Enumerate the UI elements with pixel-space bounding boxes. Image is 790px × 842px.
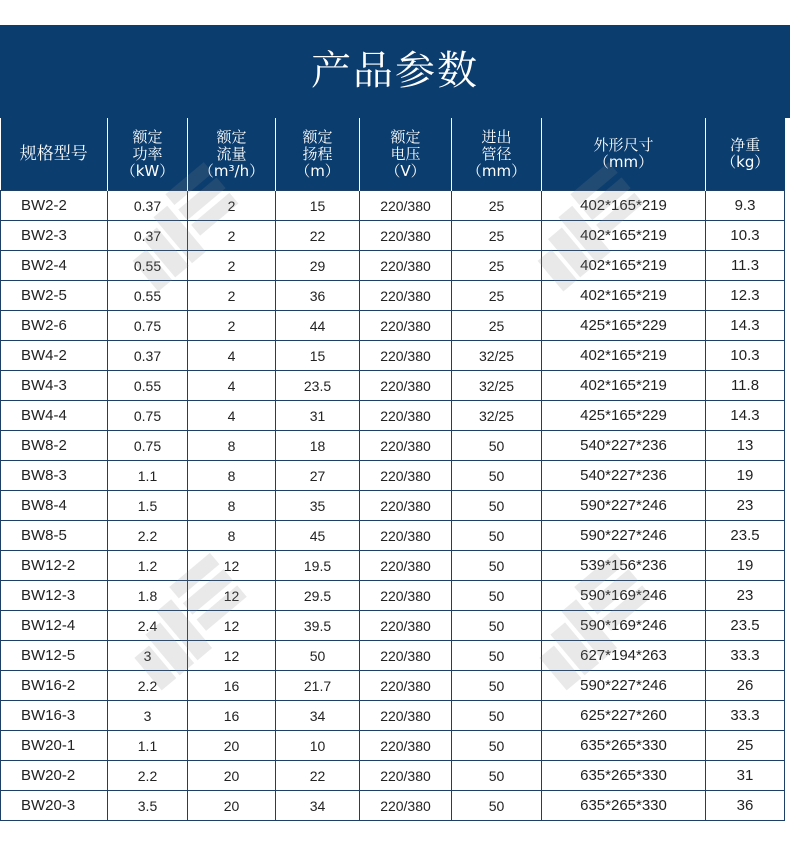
table-cell: 220/380 [360, 581, 452, 611]
table-cell: 23 [706, 491, 785, 521]
table-cell: 39.5 [276, 611, 360, 641]
table-cell: 635*265*330 [542, 731, 706, 761]
table-cell: 220/380 [360, 431, 452, 461]
column-header-line: 额定 [216, 127, 247, 146]
table-cell: 25 [452, 281, 542, 311]
table-row [1, 401, 785, 431]
table-row [1, 251, 785, 281]
table-cell: 402*165*219 [542, 251, 706, 281]
table-row [1, 371, 785, 401]
table-cell: 50 [452, 671, 542, 701]
table-cell: 21.7 [276, 671, 360, 701]
table-cell: 220/380 [360, 731, 452, 761]
table-cell: 11.3 [706, 251, 785, 281]
table-cell: 36 [276, 281, 360, 311]
table-cell: 1.1 [108, 461, 188, 491]
table-cell: 33.3 [706, 701, 785, 731]
table-cell: BW8-2 [1, 431, 108, 461]
table-cell: 0.55 [108, 251, 188, 281]
table-cell: 0.55 [108, 371, 188, 401]
table-cell: 3 [108, 701, 188, 731]
table-cell: BW4-4 [1, 401, 108, 431]
table-cell: 29.5 [276, 581, 360, 611]
column-header-line: 额定 [302, 127, 333, 146]
table-cell: 220/380 [360, 401, 452, 431]
table-cell: 11.8 [706, 371, 785, 401]
column-header-line: （m） [295, 161, 340, 180]
table-cell: 1.5 [108, 491, 188, 521]
table-cell: 0.75 [108, 311, 188, 341]
column-header-line: 电压 [390, 144, 421, 163]
table-cell: 220/380 [360, 461, 452, 491]
table-cell: 23.5 [706, 521, 785, 551]
table-cell: 34 [276, 701, 360, 731]
table-cell: 625*227*260 [542, 701, 706, 731]
table-cell: 50 [452, 491, 542, 521]
table-row [1, 671, 785, 701]
table-cell: 539*156*236 [542, 551, 706, 581]
table-cell: 0.37 [108, 221, 188, 251]
table-cell: 32/25 [452, 401, 542, 431]
table-cell: 220/380 [360, 791, 452, 821]
column-header [188, 118, 276, 191]
table-cell: 8 [188, 461, 276, 491]
table-row [1, 731, 785, 761]
table-row [1, 281, 785, 311]
table-cell: 4 [188, 371, 276, 401]
table-cell: 32/25 [452, 371, 542, 401]
header-row [1, 118, 785, 191]
table-cell: 50 [452, 521, 542, 551]
table-cell: 25 [452, 251, 542, 281]
column-header-line: （mm） [593, 153, 654, 171]
table-cell: 50 [452, 581, 542, 611]
table-cell: 12 [188, 641, 276, 671]
table-row [1, 221, 785, 251]
table-row [1, 491, 785, 521]
table-cell: BW20-3 [1, 791, 108, 821]
table-cell: 220/380 [360, 221, 452, 251]
table-cell: 50 [452, 701, 542, 731]
table-cell: 31 [276, 401, 360, 431]
table-cell: 635*265*330 [542, 761, 706, 791]
table-cell: 1.8 [108, 581, 188, 611]
table-cell: 27 [276, 461, 360, 491]
table-cell: 220/380 [360, 521, 452, 551]
table-cell: BW20-1 [1, 731, 108, 761]
table-cell: 220/380 [360, 761, 452, 791]
column-header-line: 外形尺寸 [593, 136, 654, 154]
table-cell: 10 [276, 731, 360, 761]
column-header [452, 118, 542, 191]
table-cell: BW8-4 [1, 491, 108, 521]
table-cell: 220/380 [360, 341, 452, 371]
column-header [108, 118, 188, 191]
table-row [1, 701, 785, 731]
table-cell: 25 [706, 731, 785, 761]
table-cell: 25 [452, 191, 542, 221]
table-cell: 8 [188, 521, 276, 551]
table-cell: 590*169*246 [542, 611, 706, 641]
table-cell: 402*165*219 [542, 341, 706, 371]
table-cell: 50 [452, 461, 542, 491]
table-cell: 2.2 [108, 521, 188, 551]
table-cell: 19 [706, 551, 785, 581]
table-row [1, 311, 785, 341]
column-header-line: 管径 [481, 144, 512, 163]
table-cell: 590*169*246 [542, 581, 706, 611]
table-row [1, 521, 785, 551]
table-cell: 50 [452, 431, 542, 461]
table-cell: 19.5 [276, 551, 360, 581]
table-cell: 19 [706, 461, 785, 491]
column-header [360, 118, 452, 191]
column-header-line: 净重 [730, 136, 761, 154]
table-cell: 50 [452, 641, 542, 671]
table-cell: 627*194*263 [542, 641, 706, 671]
column-header-line: 流量 [216, 144, 247, 163]
table-cell: 540*227*236 [542, 431, 706, 461]
table-cell: BW2-2 [1, 191, 108, 221]
table-cell: 2 [188, 311, 276, 341]
table-cell: 0.37 [108, 191, 188, 221]
table-row [1, 551, 785, 581]
table-cell: 3.5 [108, 791, 188, 821]
table-cell: 50 [276, 641, 360, 671]
table-cell: 425*165*229 [542, 401, 706, 431]
table-cell: BW2-6 [1, 311, 108, 341]
table-cell: 8 [188, 491, 276, 521]
table-cell: 0.75 [108, 431, 188, 461]
table-cell: 4 [188, 401, 276, 431]
table-row [1, 191, 785, 221]
table-cell: 50 [452, 731, 542, 761]
table-cell: 220/380 [360, 491, 452, 521]
table-cell: 590*227*246 [542, 521, 706, 551]
table-row [1, 611, 785, 641]
table-cell: 425*165*229 [542, 311, 706, 341]
column-header-line: 额定 [132, 127, 163, 146]
table-cell: 2.2 [108, 671, 188, 701]
page-title: 产品参数 [311, 48, 479, 94]
table-cell: 2.4 [108, 611, 188, 641]
table-cell: 50 [452, 791, 542, 821]
table-cell: 25 [452, 311, 542, 341]
table-cell: 0.37 [108, 341, 188, 371]
column-header-line: （V） [385, 161, 426, 180]
column-header-line: 功率 [132, 144, 163, 163]
table-row [1, 431, 785, 461]
table-cell: 0.75 [108, 401, 188, 431]
column-header-line: （kW） [120, 161, 175, 180]
table-cell: 14.3 [706, 401, 785, 431]
table-cell: 18 [276, 431, 360, 461]
table-cell: 20 [188, 791, 276, 821]
table-cell: BW8-3 [1, 461, 108, 491]
table-cell: 20 [188, 761, 276, 791]
table-cell: 50 [452, 611, 542, 641]
table-cell: 220/380 [360, 311, 452, 341]
table-cell: 4 [188, 341, 276, 371]
column-header-line: （m³/h） [198, 161, 265, 180]
table-cell: 402*165*219 [542, 371, 706, 401]
table-cell: 220/380 [360, 701, 452, 731]
table-cell: 23 [706, 581, 785, 611]
spec-table [0, 118, 785, 821]
table-cell: 0.55 [108, 281, 188, 311]
table-cell: 23.5 [706, 611, 785, 641]
table-row [1, 581, 785, 611]
table-cell: 9.3 [706, 191, 785, 221]
table-cell: 220/380 [360, 671, 452, 701]
table-cell: 34 [276, 791, 360, 821]
table-cell: 402*165*219 [542, 191, 706, 221]
table-cell: 220/380 [360, 191, 452, 221]
table-cell: 50 [452, 761, 542, 791]
table-body [1, 191, 785, 821]
column-header-line: 规格型号 [19, 143, 88, 164]
table-cell: 1.2 [108, 551, 188, 581]
table-cell: BW16-2 [1, 671, 108, 701]
table-cell: 2 [188, 251, 276, 281]
table-cell: 10.3 [706, 221, 785, 251]
table-cell: BW12-4 [1, 611, 108, 641]
table-cell: 220/380 [360, 641, 452, 671]
table-cell: 220/380 [360, 371, 452, 401]
table-cell: 16 [188, 671, 276, 701]
column-header-line: （mm） [466, 161, 527, 180]
column-header-line: 进出 [481, 127, 512, 146]
table-cell: 35 [276, 491, 360, 521]
table-cell: 12 [188, 611, 276, 641]
table-cell: 12 [188, 581, 276, 611]
table-row [1, 761, 785, 791]
table-cell: 540*227*236 [542, 461, 706, 491]
table-cell: 590*227*246 [542, 491, 706, 521]
table-cell: 32/25 [452, 341, 542, 371]
table-cell: BW16-3 [1, 701, 108, 731]
table-cell: BW8-5 [1, 521, 108, 551]
table-cell: 13 [706, 431, 785, 461]
table-cell: 50 [452, 551, 542, 581]
table-cell: BW12-3 [1, 581, 108, 611]
table-cell: 220/380 [360, 281, 452, 311]
table-cell: BW4-3 [1, 371, 108, 401]
table-cell: BW2-5 [1, 281, 108, 311]
table-cell: BW2-3 [1, 221, 108, 251]
table-cell: 8 [188, 431, 276, 461]
table-cell: 220/380 [360, 611, 452, 641]
table-cell: 31 [706, 761, 785, 791]
table-cell: 635*265*330 [542, 791, 706, 821]
table-cell: 26 [706, 671, 785, 701]
column-header-line: 额定 [390, 127, 421, 146]
table-cell: 590*227*246 [542, 671, 706, 701]
table-cell: 402*165*219 [542, 221, 706, 251]
table-cell: BW12-5 [1, 641, 108, 671]
table-cell: 10.3 [706, 341, 785, 371]
column-header [1, 118, 108, 191]
table-row [1, 641, 785, 671]
column-header [706, 118, 785, 191]
table-cell: BW4-2 [1, 341, 108, 371]
table-cell: 15 [276, 191, 360, 221]
table-cell: 2 [188, 221, 276, 251]
table-cell: 2 [188, 191, 276, 221]
table-cell: 36 [706, 791, 785, 821]
table-cell: 45 [276, 521, 360, 551]
table-cell: 25 [452, 221, 542, 251]
column-header-line: （kg） [721, 153, 770, 171]
table-cell: 12 [188, 551, 276, 581]
title-banner [0, 25, 790, 118]
table-cell: BW20-2 [1, 761, 108, 791]
table-cell: BW2-4 [1, 251, 108, 281]
table-row [1, 791, 785, 821]
table-cell: 402*165*219 [542, 281, 706, 311]
table-cell: 16 [188, 701, 276, 731]
column-header [276, 118, 360, 191]
table-cell: 3 [108, 641, 188, 671]
table-row [1, 341, 785, 371]
table-cell: 2.2 [108, 761, 188, 791]
table-cell: 220/380 [360, 251, 452, 281]
table-cell: 22 [276, 761, 360, 791]
table-cell: 2 [188, 281, 276, 311]
table-cell: 220/380 [360, 551, 452, 581]
table-cell: 33.3 [706, 641, 785, 671]
column-header-line: 扬程 [302, 144, 333, 163]
table-cell: 1.1 [108, 731, 188, 761]
table-cell: 12.3 [706, 281, 785, 311]
table-cell: 14.3 [706, 311, 785, 341]
table-cell: 44 [276, 311, 360, 341]
column-header [542, 118, 706, 191]
table-cell: 22 [276, 221, 360, 251]
table-row [1, 461, 785, 491]
table-cell: 29 [276, 251, 360, 281]
table-cell: 15 [276, 341, 360, 371]
table-cell: BW12-2 [1, 551, 108, 581]
table-cell: 20 [188, 731, 276, 761]
table-cell: 23.5 [276, 371, 360, 401]
